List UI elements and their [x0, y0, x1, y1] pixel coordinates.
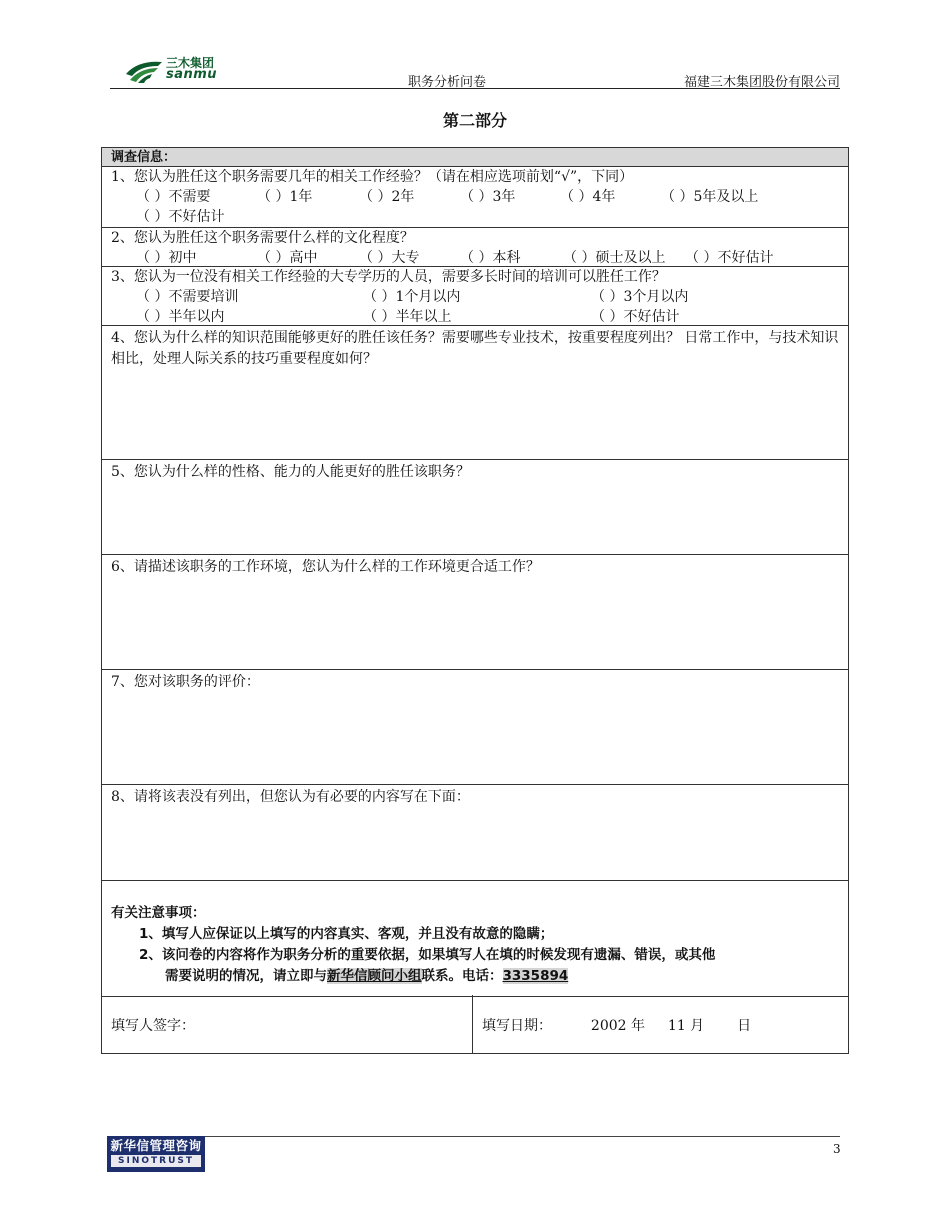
question-3-options-row1	[111, 287, 842, 307]
date-year: 2002 年	[590, 1018, 645, 1034]
q3-option[interactable]: （ ）半年以内	[136, 309, 225, 325]
date-month: 11 月	[667, 1018, 705, 1034]
q1-option[interactable]: （ ）4年	[560, 189, 616, 205]
question-2	[102, 228, 848, 267]
question-3-options-row2	[111, 307, 842, 325]
q3-option[interactable]: （ ）不好估计	[591, 309, 680, 325]
question-1-options-row1	[111, 187, 842, 207]
notes-item-2: 2、该问卷的内容将作为职务分析的重要依据，如果填写人在填的时候发现有遗漏、错误，或其他	[139, 947, 716, 963]
q1-option[interactable]: （ ）3年	[460, 189, 516, 205]
question-4-text: 4、您认为什么样的知识范围能够更好的胜任该任务？需要哪些专业技术，按重要程度列出？ 日常工作中，与技术知识相比，处理人际关系的技巧重要程度如何？	[111, 330, 839, 367]
question-5-text: 5、您认为什么样的性格、能力的人能更好的胜任该职务？	[111, 464, 470, 480]
q3-option[interactable]: （ ）3个月以内	[591, 289, 689, 305]
notes-item-2-text: 需要说明的情况，请立即与	[165, 968, 327, 984]
sanmu-logo-icon	[124, 56, 164, 84]
q2-option[interactable]: （ ）大专	[359, 250, 420, 266]
q1-option[interactable]: （ ）1年	[257, 189, 313, 205]
q2-option[interactable]: （ ）高中	[257, 250, 318, 266]
question-2-options	[111, 248, 842, 266]
question-3-text: 3、您认为一位没有相关工作经验的大专学历的人员，需要多长时间的培训可以胜任工作？	[111, 269, 666, 285]
consultant-group-link[interactable]: 新华信顾问小组	[327, 968, 422, 984]
footer-logo-cn: 新华信管理咨询	[110, 1138, 202, 1153]
sinotrust-logo	[107, 1136, 205, 1172]
phone-number[interactable]: 3335894	[502, 968, 569, 984]
date-label: 填写日期：	[482, 1018, 552, 1034]
signature-label[interactable]: 填写人签字：	[111, 1018, 195, 1034]
q2-option[interactable]: （ ）本科	[460, 250, 521, 266]
footer-logo-en: SINOTRUST	[111, 1155, 201, 1167]
question-1-text: 1、您认为胜任这个职务需要几年的相关工作经验？（请在相应选项前划“√”，下同）	[111, 169, 634, 185]
q1-option[interactable]: （ ）5年及以上	[661, 189, 759, 205]
header-company: 福建三木集团股份有限公司	[683, 75, 840, 90]
date-day: 日	[737, 1018, 752, 1034]
question-3	[102, 267, 848, 326]
question-8-text: 8、请将该表没有列出，但您认为有必要的内容写在下面：	[111, 789, 470, 805]
q3-option[interactable]: （ ）1个月以内	[363, 289, 461, 305]
question-1-options-row2	[111, 207, 842, 227]
question-4[interactable]	[102, 326, 848, 460]
notes-contact-label: 联系。电话：	[421, 968, 503, 984]
sanmu-logo	[124, 54, 234, 86]
q3-option[interactable]: （ ）不需要培训	[136, 289, 239, 305]
question-5[interactable]	[102, 460, 848, 555]
question-8[interactable]	[102, 785, 848, 881]
q1-option[interactable]: （ ）2年	[359, 189, 415, 205]
q2-option[interactable]: （ ）硕士及以上	[563, 250, 666, 266]
page-number: 3	[833, 1142, 841, 1156]
page-header	[110, 52, 840, 89]
question-1	[102, 167, 848, 228]
q2-option[interactable]: （ ）初中	[136, 250, 197, 266]
question-7[interactable]	[102, 670, 848, 785]
page-title: 第二部分	[442, 111, 507, 130]
signature-row	[102, 995, 848, 1053]
q1-option[interactable]: （ ）不需要	[136, 189, 211, 205]
q2-option[interactable]: （ ）不好估计	[685, 250, 774, 266]
logo-cn-text: 三木集团	[166, 56, 215, 70]
footer-divider	[110, 1136, 840, 1137]
question-2-text: 2、您认为胜任这个职务需要什么样的文化程度？	[111, 230, 414, 246]
notes-item-2-cont	[111, 966, 842, 987]
logo-en-text: sanmu	[166, 67, 218, 82]
question-7-text: 7、您对该职务的评价：	[111, 674, 260, 690]
notes-item-1: 1、填写人应保证以上填写的内容真实、客观，并且没有故意的隐瞒；	[139, 926, 554, 942]
signature-divider	[472, 995, 473, 1053]
survey-form	[101, 147, 849, 1054]
notes-title: 有关注意事项：	[111, 905, 206, 921]
notes-section	[102, 881, 848, 997]
question-6[interactable]	[102, 555, 848, 670]
date-field[interactable]	[482, 1015, 751, 1035]
q1-option[interactable]: （ ）不好估计	[136, 209, 225, 225]
header-doc-title: 职务分析问卷	[408, 75, 487, 90]
q3-option[interactable]: （ ）半年以上	[363, 309, 452, 325]
question-6-text: 6、请描述该职务的工作环境，您认为什么样的工作环境更合适工作？	[111, 559, 540, 575]
section-title: 调查信息：	[102, 148, 848, 167]
